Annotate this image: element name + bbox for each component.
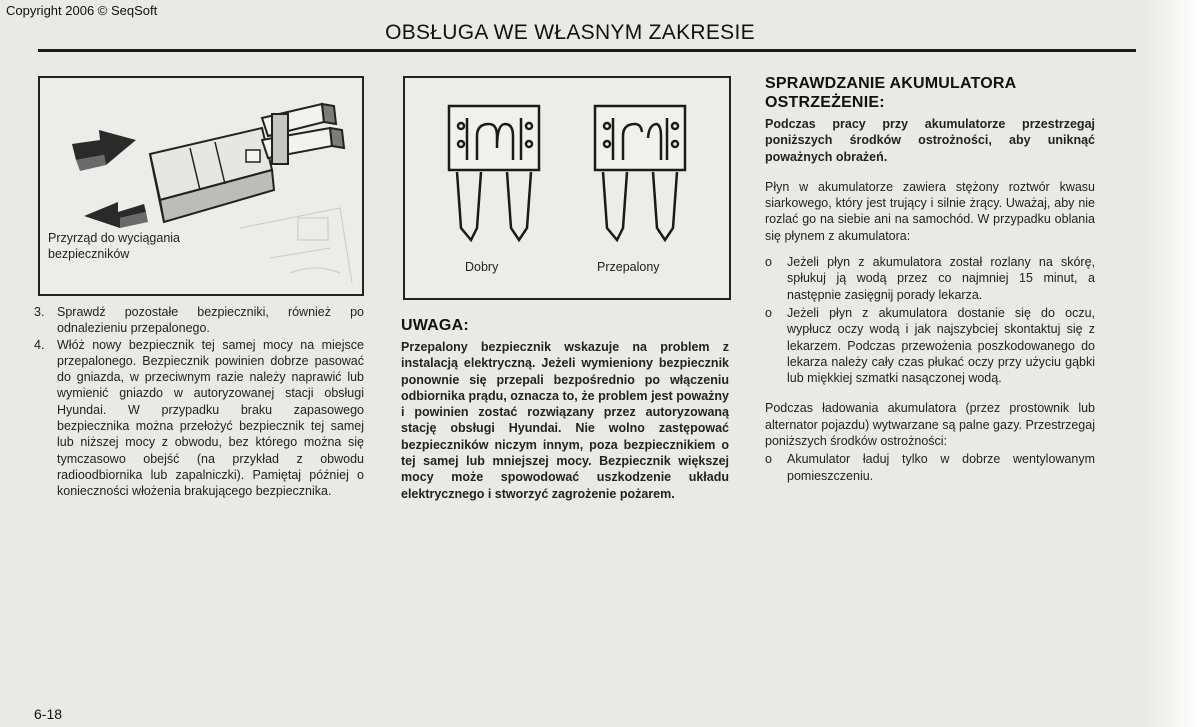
page-title: OBSŁUGA WE WŁASNYM ZAKRESIE: [385, 21, 755, 44]
acid-paragraph: Płyn w akumulatorze zawiera stężony roztwór kwasu siarkowego, który jest trujący i silnie żrący. Uważaj, aby nie rozlać go na siebie ani na samochód. W przypadku oblania się płynem z akumulatora:: [765, 179, 1095, 243]
step-4: [34, 337, 364, 500]
bullet-text: Jeżeli płyn z akumulatora dostanie się do oczu, wypłucz oczy wodą i jak najszybciej skontaktuj się z lekarzem. Podczas przewożenia poszkodowanego do lekarza należy cały czas płukać oczy przy użyciu gąbki lub miękkiej szmatki nasączonej wodą.: [787, 305, 1095, 386]
right-column: [765, 74, 1095, 484]
list-item: [765, 305, 1095, 386]
caution-heading: UWAGA:: [401, 317, 469, 334]
page-edge-shadow: [1138, 0, 1200, 727]
copyright-notice: Copyright 2006 © SeqSoft: [6, 3, 158, 18]
warning-text: Podczas pracy przy akumulatorze przestrzegaj poniższych środków ostrożności, aby uniknąć poważnych obrażeń.: [765, 117, 1095, 164]
bullet-icon: o: [765, 452, 772, 467]
step-number: 3.: [34, 305, 45, 319]
pull-arrow-icon: [84, 202, 148, 228]
bullet-text: Akumulator ładuj tylko w dobrze wentylowanym pomieszczeniu.: [787, 452, 1095, 483]
fuse-comparison-illustration: [405, 78, 729, 298]
bullet-icon: o: [765, 305, 772, 320]
warning-heading: OSTRZEŻENIE:: [765, 94, 885, 111]
step-text: Sprawdź pozostałe bezpieczniki, również po odnalezieniu przepalonego.: [57, 305, 364, 336]
section-heading: SPRAWDZANIE AKUMULATORA: [765, 75, 1017, 92]
caution-text: Przepalony bezpiecznik wskazuje na problem z instalacją elektryczną. Jeżeli wymieniony bezpiecznik ponownie się przepali bezpośrednio po włączeniu odbiornika prądu, oznacza to, że problem jest poważny i powinien zostać rozwiązany przez autoryzowaną stację obsługi Hyundai. Nie wolno zastępować bezpieczników niczym innym, poza bezpiecznikiem o tej samej lub mniejszej mocy. Bezpiecznik większej mocy może spowodować uszkodzenie układu elektrycznego i stworzyć zagrożenie pożarem.: [401, 340, 729, 501]
good-fuse-icon: [449, 106, 539, 240]
header-rule: [38, 49, 1136, 52]
page-number: 6-18: [34, 706, 63, 722]
step-number: 4.: [34, 337, 45, 352]
fuse-puller-figure: [38, 76, 364, 296]
fuse-comparison-figure: [403, 76, 731, 300]
acid-bullet-list: [765, 254, 1095, 386]
list-item: [765, 451, 1095, 484]
label-blown: Przepalony: [597, 260, 660, 274]
bullet-icon: o: [765, 255, 772, 270]
blown-fuse-icon: [595, 106, 685, 240]
charging-bullet-list: [765, 451, 1095, 484]
step-text: Włóż nowy bezpiecznik tej samej mocy na miejsce przepalonego. Bezpiecznik powinien dobrze pasować do gniazda, w przeciwnym razie należy naprawić lub wymienić gniazdo w autoryzowanej stacji obsługi Hyundai. W przypadku braku zapasowego bezpiecznika można przełożyć bezpiecznik tej samej lub niższej mocy z obwodu, bez którego można się tymczasowo obejść (na przykład z obwodu radioodbiornika lub zapalniczki). Pamiętaj później o konieczności włożenia brakującego bezpiecznika.: [57, 337, 364, 499]
label-good: Dobry: [465, 260, 499, 274]
middle-column: [401, 316, 729, 502]
step-3: [34, 304, 364, 337]
list-item: [765, 254, 1095, 303]
push-arrow-icon: [72, 130, 136, 171]
charging-paragraph: Podczas ładowania akumulatora (przez prostownik lub alternator pojazdu) wytwarzane są palne gazy. Przestrzegaj poniższych środków ostrożności:: [765, 401, 1095, 449]
figure-caption-line2: bezpieczników: [48, 247, 130, 261]
left-column: [34, 304, 364, 500]
figure-caption-line1: Przyrząd do wyciągania: [48, 231, 181, 245]
bullet-text: Jeżeli płyn z akumulatora został rozlany na skórę, spłukuj ją wodą przez co najmniej 15 minut, a następnie zasięgnij porady lekarza.: [787, 255, 1095, 302]
